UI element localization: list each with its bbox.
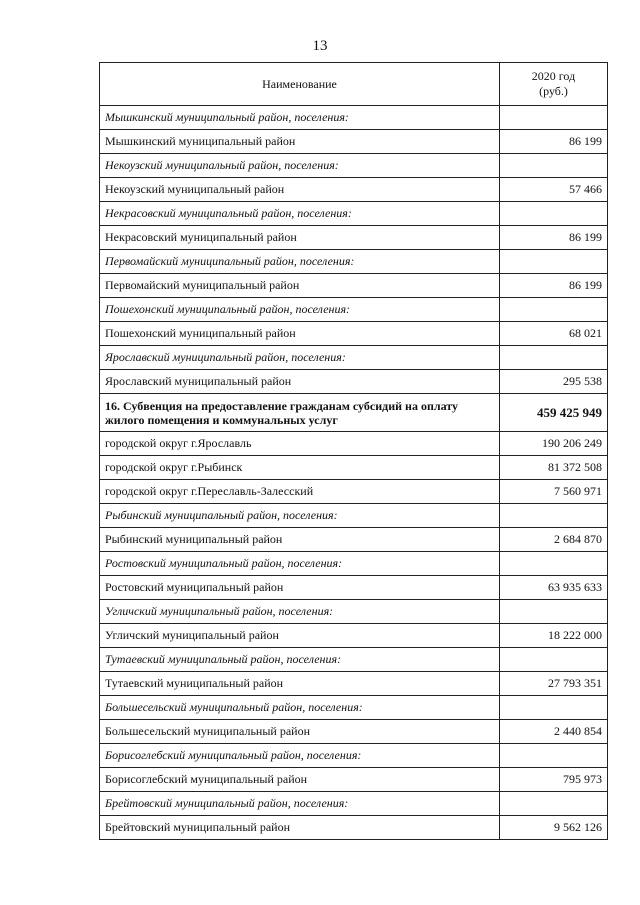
- name-cell: Мышкинский муниципальный район: [100, 130, 500, 154]
- amount-cell: 295 538: [500, 370, 608, 394]
- table-body: [100, 63, 608, 840]
- name-cell: Ярославский муниципальный район: [100, 370, 500, 394]
- name-cell: Некоузский муниципальный район, поселения:: [100, 154, 500, 178]
- name-cell: Борисоглебский муниципальный район: [100, 768, 500, 792]
- amount-cell: 18 222 000: [500, 624, 608, 648]
- amount-cell: 2 440 854: [500, 720, 608, 744]
- name-cell: городской округ г.Рыбинск: [100, 456, 500, 480]
- subheading-row: [100, 298, 608, 322]
- name-cell: городской округ г.Переславль-Залесский: [100, 480, 500, 504]
- amount-cell: 86 199: [500, 274, 608, 298]
- name-cell: Некоузский муниципальный район: [100, 178, 500, 202]
- amount-cell: 86 199: [500, 130, 608, 154]
- name-cell: Некрасовский муниципальный район, поселения:: [100, 202, 500, 226]
- table-row: [100, 672, 608, 696]
- amount-cell: [500, 106, 608, 130]
- table-row: [100, 130, 608, 154]
- name-cell: Рыбинский муниципальный район: [100, 528, 500, 552]
- subheading-row: [100, 250, 608, 274]
- amount-cell: [500, 504, 608, 528]
- header-name-cell: [100, 63, 500, 106]
- name-cell: Тутаевский муниципальный район: [100, 672, 500, 696]
- name-cell: Ростовский муниципальный район, поселения:: [100, 552, 500, 576]
- table-header-row: [100, 63, 608, 106]
- subheading-row: [100, 792, 608, 816]
- amount-cell: [500, 552, 608, 576]
- name-cell: Пошехонский муниципальный район: [100, 322, 500, 346]
- amount-cell: 7 560 971: [500, 480, 608, 504]
- name-cell: Некрасовский муниципальный район: [100, 226, 500, 250]
- amount-cell: [500, 154, 608, 178]
- name-cell: Первомайский муниципальный район, поселения:: [100, 250, 500, 274]
- section-row: [100, 394, 608, 432]
- table-row: [100, 178, 608, 202]
- table-row: [100, 226, 608, 250]
- amount-cell: 68 021: [500, 322, 608, 346]
- table-row: [100, 370, 608, 394]
- table-row: [100, 480, 608, 504]
- name-cell: Борисоглебский муниципальный район, поселения:: [100, 744, 500, 768]
- amount-cell: 63 935 633: [500, 576, 608, 600]
- name-cell: Рыбинский муниципальный район, поселения:: [100, 504, 500, 528]
- name-cell: Первомайский муниципальный район: [100, 274, 500, 298]
- name-cell: 16. Субвенция на предоставление гражданам субсидий на оплату жилого помещения и коммунальных услуг: [100, 394, 500, 432]
- subheading-row: [100, 648, 608, 672]
- header-unit-label: (руб.): [539, 84, 568, 98]
- amount-cell: 459 425 949: [500, 394, 608, 432]
- table-row: [100, 456, 608, 480]
- amount-cell: [500, 346, 608, 370]
- amount-cell: 9 562 126: [500, 816, 608, 840]
- subheading-row: [100, 346, 608, 370]
- amount-cell: [500, 696, 608, 720]
- subheading-row: [100, 600, 608, 624]
- table-row: [100, 432, 608, 456]
- header-name-label: Наименование: [262, 76, 337, 91]
- name-cell: Мышкинский муниципальный район, поселения:: [100, 106, 500, 130]
- amount-cell: [500, 792, 608, 816]
- table-row: [100, 624, 608, 648]
- table-row: [100, 576, 608, 600]
- table-row: [100, 322, 608, 346]
- amount-cell: [500, 600, 608, 624]
- amount-cell: [500, 648, 608, 672]
- table-row: [100, 768, 608, 792]
- subheading-row: [100, 202, 608, 226]
- name-cell: Угличский муниципальный район: [100, 624, 500, 648]
- amount-cell: 81 372 508: [500, 456, 608, 480]
- amount-cell: 190 206 249: [500, 432, 608, 456]
- page-number: 13: [312, 38, 328, 54]
- amount-cell: 2 684 870: [500, 528, 608, 552]
- name-cell: Ярославский муниципальный район, поселения:: [100, 346, 500, 370]
- amount-cell: [500, 250, 608, 274]
- amount-cell: 86 199: [500, 226, 608, 250]
- subheading-row: [100, 504, 608, 528]
- subheading-row: [100, 154, 608, 178]
- name-cell: Угличский муниципальный район, поселения:: [100, 600, 500, 624]
- subheading-row: [100, 744, 608, 768]
- table-row: [100, 528, 608, 552]
- amount-cell: 27 793 351: [500, 672, 608, 696]
- header-year-label: 2020 год: [531, 69, 576, 83]
- header-year-cell: [500, 63, 608, 106]
- amount-cell: [500, 298, 608, 322]
- name-cell: Пошехонский муниципальный район, поселения:: [100, 298, 500, 322]
- name-cell: Большесельский муниципальный район, поселения:: [100, 696, 500, 720]
- name-cell: Тутаевский муниципальный район, поселения:: [100, 648, 500, 672]
- amount-cell: 795 973: [500, 768, 608, 792]
- amount-cell: [500, 744, 608, 768]
- subheading-row: [100, 696, 608, 720]
- name-cell: Брейтовский муниципальный район: [100, 816, 500, 840]
- subheading-row: [100, 106, 608, 130]
- budget-table: [99, 62, 608, 840]
- table-row: [100, 720, 608, 744]
- table-row: [100, 816, 608, 840]
- amount-cell: 57 466: [500, 178, 608, 202]
- name-cell: городской округ г.Ярославль: [100, 432, 500, 456]
- name-cell: Брейтовский муниципальный район, поселения:: [100, 792, 500, 816]
- subheading-row: [100, 552, 608, 576]
- amount-cell: [500, 202, 608, 226]
- name-cell: Ростовский муниципальный район: [100, 576, 500, 600]
- name-cell: Большесельский муниципальный район: [100, 720, 500, 744]
- table-row: [100, 274, 608, 298]
